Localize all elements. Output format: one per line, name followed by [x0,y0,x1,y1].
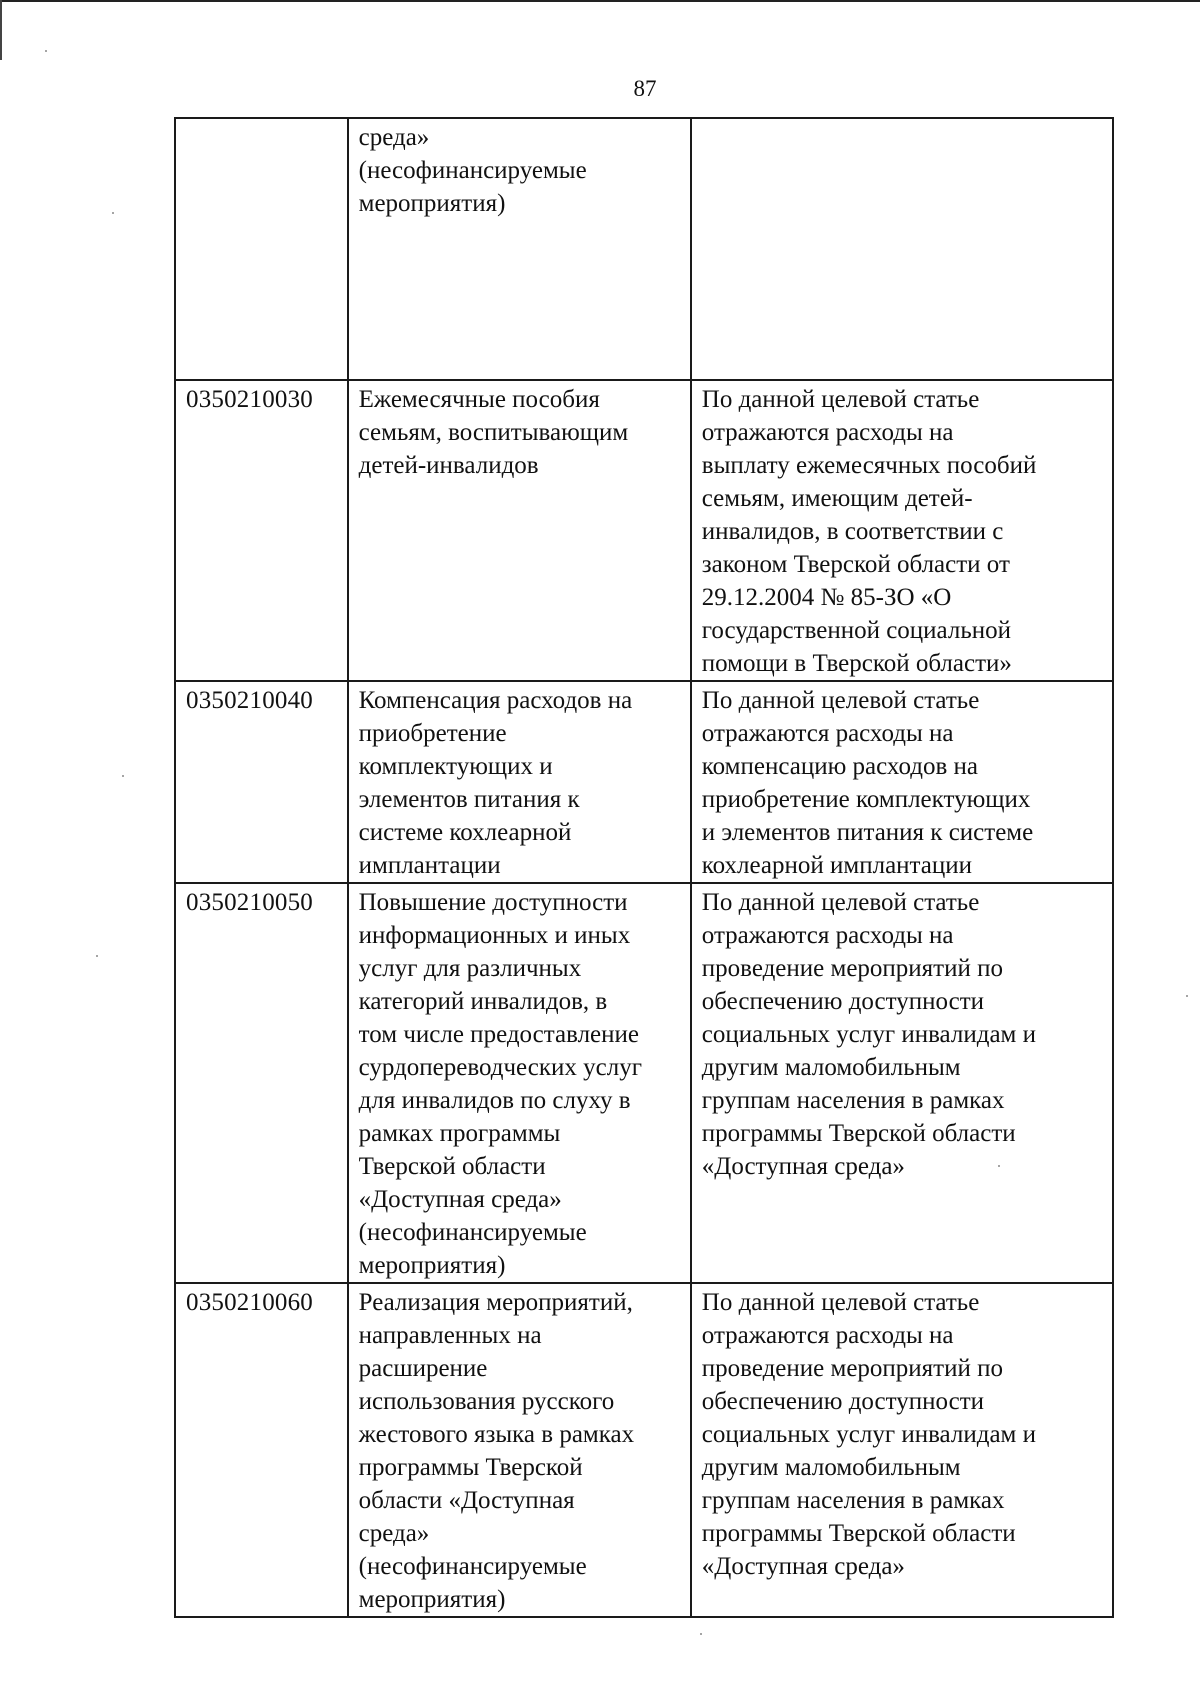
row-description-cell: По данной целевой статье отражаются расходы на проведение мероприятий по обеспечению доступности социальных услуг инвалидам и другим маломобильным группам населения в рамках программы Тверской области «Доступная среда» [691,1283,1113,1617]
page-number: 87 [633,76,657,101]
scan-speck [96,955,98,957]
row-name-cell: Повышение доступности информационных и иных услуг для различных категорий инвалидов, в том числе предоставление сурдопереводческих услуг для инвалидов по слуху в рамках программы Тверской области «Доступная среда» (несофинансируемые мероприятия) [348,883,691,1283]
scan-speck [122,775,124,777]
table-row [175,1283,1113,1617]
row-description-cell: По данной целевой статье отражаются расходы на выплату ежемесячных пособий семьям, имеющим детей- инвалидов, в соответствии с законом Тверской области от 29.12.2004 № 85-ЗО «О государственной социальной помощи в Тверской области» [691,380,1113,681]
scan-speck [700,1633,702,1635]
row-name-cell: Реализация мероприятий, направленных на расширение использования русского жестового языка в рамках программы Тверской области «Доступная среда» (несофинансируемые мероприятия) [348,1283,691,1617]
row-description-cell [691,118,1113,380]
scan-edge-top [0,0,1200,2]
scan-speck [112,212,114,214]
row-name-cell: среда» (несофинансируемые мероприятия) [348,118,691,380]
row-description-cell: По данной целевой статье отражаются расходы на проведение мероприятий по обеспечению доступности социальных услуг инвалидам и другим маломобильным группам населения в рамках программы Тверской области «Доступная среда» [691,883,1113,1283]
row-code-cell: 0350210060 [175,1283,348,1617]
row-description-cell: По данной целевой статье отражаются расходы на компенсацию расходов на приобретение комплектующих и элементов питания к системе кохлеарной имплантации [691,681,1113,883]
table-row [175,681,1113,883]
scan-speck [998,1165,1000,1167]
row-name-cell: Компенсация расходов на приобретение комплектующих и элементов питания к системе кохлеарной имплантации [348,681,691,883]
row-name-cell: Ежемесячные пособия семьям, воспитывающим детей-инвалидов [348,380,691,681]
table-row [175,118,1113,380]
table-row [175,883,1113,1283]
row-code-cell: 0350210040 [175,681,348,883]
table-row [175,380,1113,681]
row-code-cell: 0350210030 [175,380,348,681]
row-code-cell [175,118,348,380]
scan-speck [45,50,47,52]
row-code-cell: 0350210050 [175,883,348,1283]
budget-classification-table [174,117,1114,1618]
scan-speck [1186,995,1188,997]
scan-edge-left [0,0,2,60]
